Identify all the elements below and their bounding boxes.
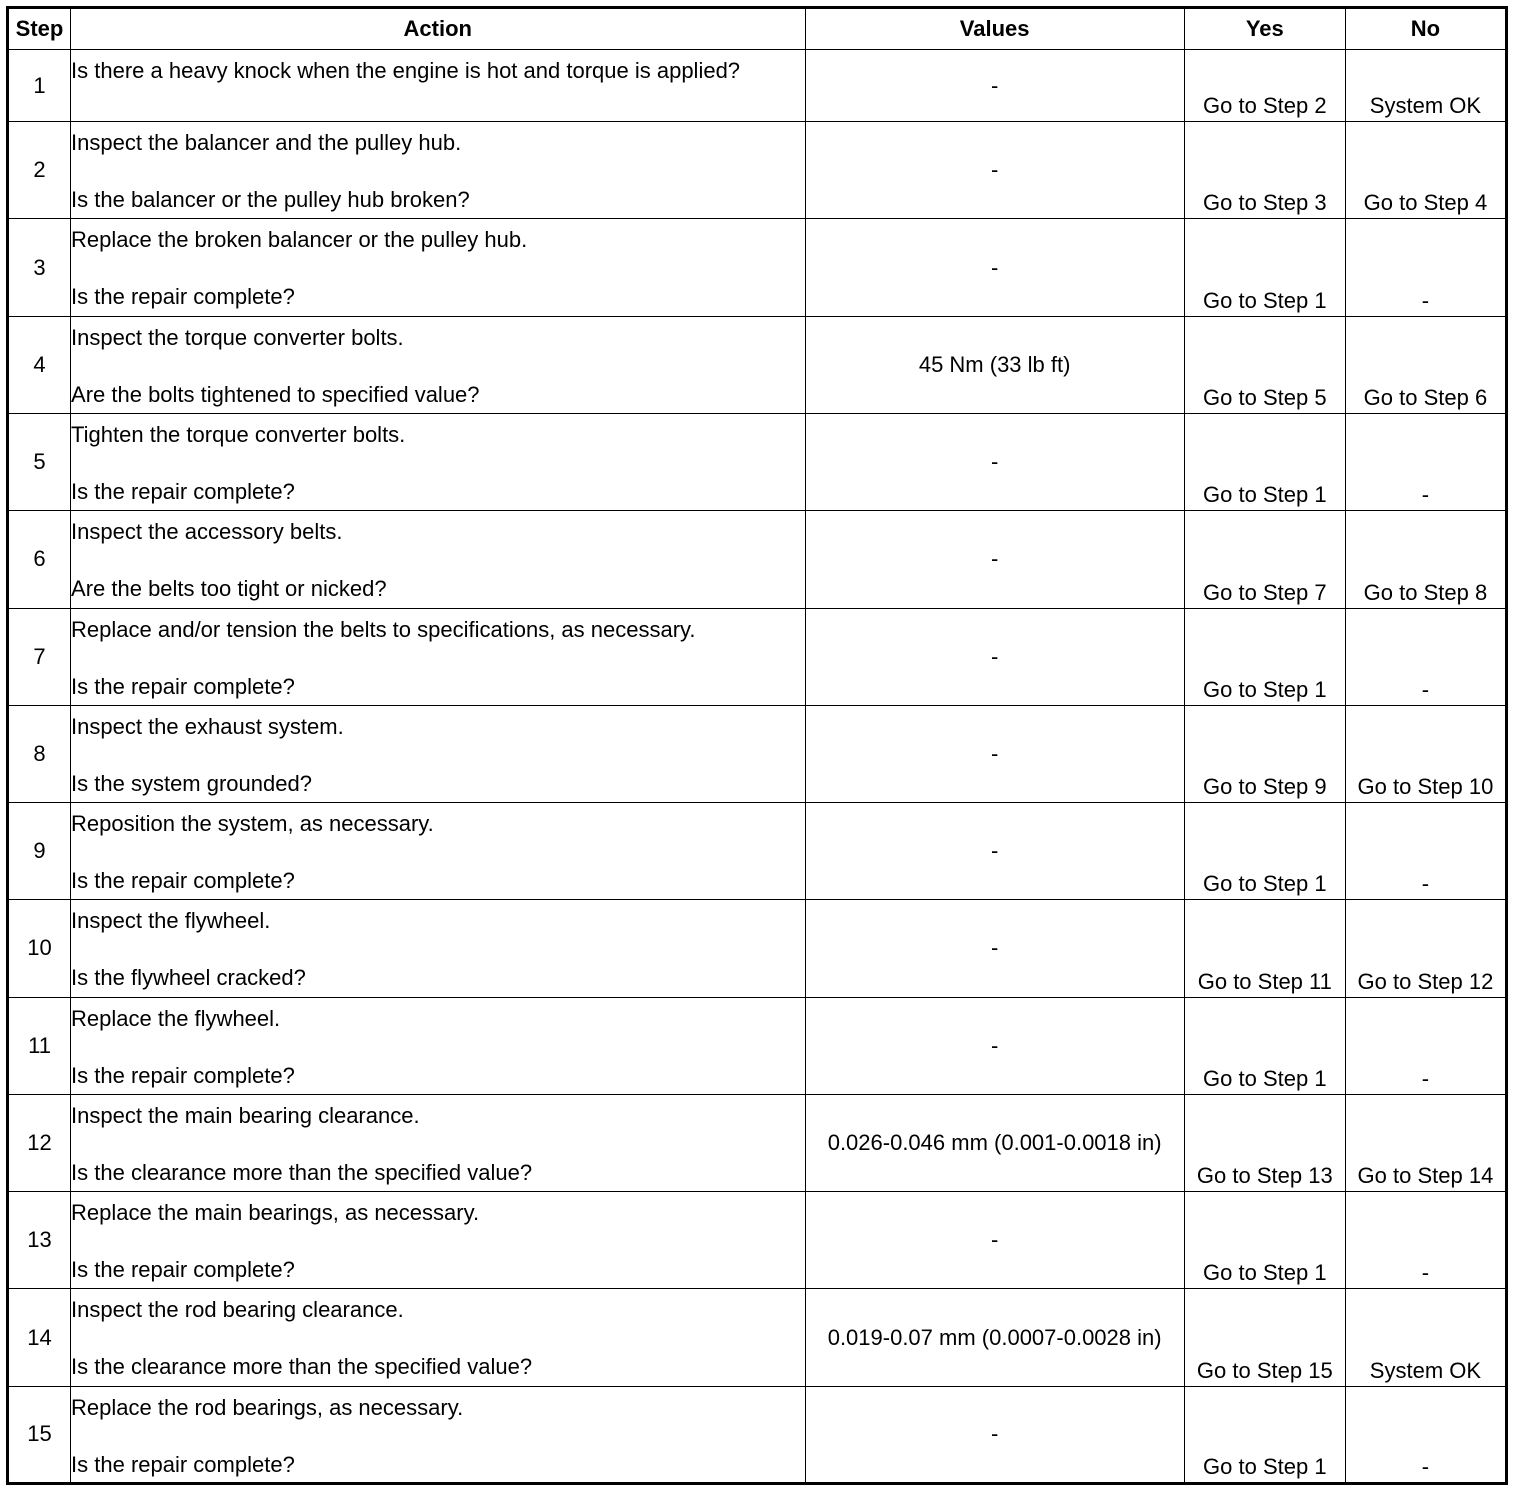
table-row — [8, 50, 1507, 122]
no-result: - — [1345, 219, 1506, 316]
action-instruction: Replace the rod bearings, as necessary. — [71, 1394, 464, 1420]
action-cell — [71, 413, 805, 510]
action-question: Is the repair complete? — [71, 868, 295, 894]
action-cell — [71, 1192, 805, 1289]
diagnostic-table — [6, 6, 1508, 1485]
yes-result: Go to Step 1 — [1184, 1386, 1345, 1483]
action-instruction: Inspect the main bearing clearance. — [71, 1102, 420, 1128]
yes-result: Go to Step 1 — [1184, 997, 1345, 1094]
action-cell — [71, 219, 805, 316]
spec-value: - — [805, 900, 1184, 997]
table-row — [8, 803, 1507, 900]
action-question: Is the repair complete? — [71, 1062, 295, 1088]
table-row — [8, 608, 1507, 705]
table-row — [8, 1386, 1507, 1483]
no-result: System OK — [1345, 1289, 1506, 1386]
action-cell — [71, 1094, 805, 1191]
action-instruction: Inspect the rod bearing clearance. — [71, 1297, 404, 1323]
action-question: Is the repair complete? — [71, 1257, 295, 1283]
spec-value: - — [805, 413, 1184, 510]
spec-value: 45 Nm (33 lb ft) — [805, 316, 1184, 413]
table-row — [8, 1289, 1507, 1386]
action-cell — [71, 803, 805, 900]
yes-result: Go to Step 5 — [1184, 316, 1345, 413]
header-no: No — [1345, 8, 1506, 50]
table-row — [8, 1094, 1507, 1191]
step-number: 12 — [8, 1094, 71, 1191]
action-cell — [71, 997, 805, 1094]
action-question: Is the clearance more than the specified value? — [71, 1159, 533, 1185]
step-number: 14 — [8, 1289, 71, 1386]
step-number: 10 — [8, 900, 71, 997]
spec-value: - — [805, 803, 1184, 900]
action-instruction: Is there a heavy knock when the engine is hot and torque is applied? — [71, 58, 741, 83]
yes-result: Go to Step 9 — [1184, 705, 1345, 802]
action-question: Is the flywheel cracked? — [71, 965, 306, 991]
spec-value: - — [805, 705, 1184, 802]
action-cell — [71, 900, 805, 997]
action-cell — [71, 511, 805, 608]
yes-result: Go to Step 1 — [1184, 608, 1345, 705]
action-question: Is the balancer or the pulley hub broken? — [71, 187, 470, 213]
yes-result: Go to Step 1 — [1184, 219, 1345, 316]
step-number: 3 — [8, 219, 71, 316]
header-row — [8, 8, 1507, 50]
spec-value: 0.019-0.07 mm (0.0007-0.0028 in) — [805, 1289, 1184, 1386]
table-row — [8, 316, 1507, 413]
no-result: - — [1345, 1192, 1506, 1289]
yes-result: Go to Step 2 — [1184, 50, 1345, 122]
no-result: - — [1345, 413, 1506, 510]
step-number: 8 — [8, 705, 71, 802]
action-question: Is the repair complete? — [71, 478, 295, 504]
spec-value: - — [805, 608, 1184, 705]
action-question: Is the clearance more than the specified value? — [71, 1354, 533, 1380]
action-instruction: Replace and/or tension the belts to specifications, as necessary. — [71, 616, 696, 642]
action-instruction: Inspect the exhaust system. — [71, 713, 344, 739]
action-cell — [71, 50, 805, 122]
yes-result: Go to Step 11 — [1184, 900, 1345, 997]
yes-result: Go to Step 15 — [1184, 1289, 1345, 1386]
no-result: Go to Step 8 — [1345, 511, 1506, 608]
spec-value: - — [805, 997, 1184, 1094]
step-number: 11 — [8, 997, 71, 1094]
step-number: 2 — [8, 122, 71, 219]
action-question: Is the repair complete? — [71, 673, 295, 699]
action-cell — [71, 1386, 805, 1483]
table-row — [8, 705, 1507, 802]
action-cell — [71, 122, 805, 219]
action-question: Is the repair complete? — [71, 284, 295, 310]
no-result: - — [1345, 997, 1506, 1094]
no-result: System OK — [1345, 50, 1506, 122]
table-row — [8, 122, 1507, 219]
action-instruction: Replace the main bearings, as necessary. — [71, 1200, 480, 1226]
step-number: 1 — [8, 50, 71, 122]
action-instruction: Inspect the torque converter bolts. — [71, 324, 404, 350]
header-values: Values — [805, 8, 1184, 50]
table-row — [8, 1192, 1507, 1289]
action-instruction: Replace the flywheel. — [71, 1005, 281, 1031]
no-result: - — [1345, 803, 1506, 900]
step-number: 4 — [8, 316, 71, 413]
spec-value: - — [805, 1192, 1184, 1289]
action-question: Are the bolts tightened to specified value? — [71, 381, 480, 407]
action-instruction: Inspect the balancer and the pulley hub. — [71, 130, 462, 156]
step-number: 15 — [8, 1386, 71, 1483]
spec-value: - — [805, 50, 1184, 122]
no-result: Go to Step 12 — [1345, 900, 1506, 997]
yes-result: Go to Step 1 — [1184, 803, 1345, 900]
action-instruction: Inspect the accessory belts. — [71, 519, 343, 545]
table-row — [8, 413, 1507, 510]
no-result: Go to Step 4 — [1345, 122, 1506, 219]
step-number: 7 — [8, 608, 71, 705]
table-row — [8, 219, 1507, 316]
step-number: 9 — [8, 803, 71, 900]
yes-result: Go to Step 13 — [1184, 1094, 1345, 1191]
spec-value: - — [805, 511, 1184, 608]
yes-result: Go to Step 3 — [1184, 122, 1345, 219]
action-instruction: Tighten the torque converter bolts. — [71, 421, 406, 447]
no-result: Go to Step 10 — [1345, 705, 1506, 802]
action-cell — [71, 316, 805, 413]
no-result: Go to Step 14 — [1345, 1094, 1506, 1191]
spec-value: - — [805, 219, 1184, 316]
yes-result: Go to Step 1 — [1184, 1192, 1345, 1289]
table-row — [8, 511, 1507, 608]
table-row — [8, 997, 1507, 1094]
yes-result: Go to Step 1 — [1184, 413, 1345, 510]
action-question: Is the system grounded? — [71, 770, 312, 796]
step-number: 5 — [8, 413, 71, 510]
header-step: Step — [8, 8, 71, 50]
spec-value: 0.026-0.046 mm (0.001-0.0018 in) — [805, 1094, 1184, 1191]
no-result: - — [1345, 1386, 1506, 1483]
action-cell — [71, 1289, 805, 1386]
table-body — [8, 50, 1507, 1484]
action-question: Is the repair complete? — [71, 1451, 295, 1477]
table-row — [8, 900, 1507, 997]
action-cell — [71, 608, 805, 705]
spec-value: - — [805, 122, 1184, 219]
action-question: Are the belts too tight or nicked? — [71, 576, 387, 602]
action-instruction: Inspect the flywheel. — [71, 908, 271, 934]
step-number: 6 — [8, 511, 71, 608]
action-instruction: Reposition the system, as necessary. — [71, 811, 434, 837]
table-header — [8, 8, 1507, 50]
action-cell — [71, 705, 805, 802]
yes-result: Go to Step 7 — [1184, 511, 1345, 608]
header-action: Action — [71, 8, 805, 50]
header-yes: Yes — [1184, 8, 1345, 50]
action-instruction: Replace the broken balancer or the pulley hub. — [71, 227, 528, 253]
step-number: 13 — [8, 1192, 71, 1289]
no-result: Go to Step 6 — [1345, 316, 1506, 413]
no-result: - — [1345, 608, 1506, 705]
spec-value: - — [805, 1386, 1184, 1483]
